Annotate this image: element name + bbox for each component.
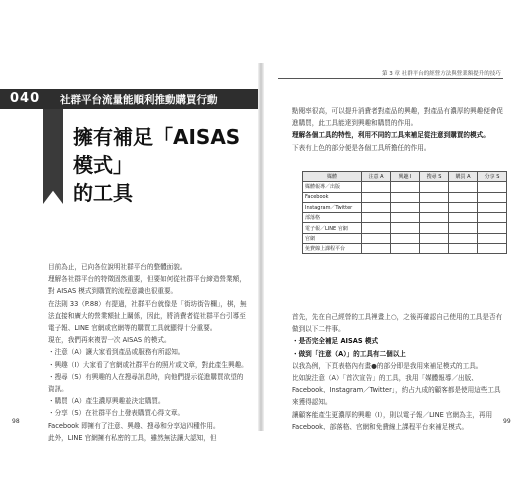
chapter-title: 社群平台流量能順利推動購買行動	[60, 94, 218, 106]
table-cell: 部落格	[303, 213, 362, 223]
table-header: 購買 A	[449, 172, 478, 182]
page-number: 98	[12, 418, 20, 425]
list-item: ・興趣（I）大家看了官網或社群平台的照片或文章，對此產生興趣。	[48, 360, 248, 369]
table-header: 媒體	[303, 172, 362, 182]
chapter-number: 040	[10, 91, 41, 106]
table-header-row	[303, 172, 507, 182]
section-title	[73, 123, 258, 207]
right-body-top	[292, 105, 504, 154]
table-cell: Facebook	[303, 192, 362, 202]
table-row	[303, 223, 507, 233]
table-cell: Instagram／Twitter	[303, 202, 362, 212]
aisas-table	[302, 171, 507, 254]
paragraph: 目前為止，已向各位說明社群平台的整體面貌。	[48, 263, 187, 271]
table-header: 搜尋 S	[420, 172, 449, 182]
list-item: ・分享（S）在社群平台上發表購買心得文章。	[48, 409, 185, 418]
table-header: 興趣 I	[391, 172, 420, 182]
paragraph: 首先，先在自己經營的工具裡畫上○，之後再確認自己使用的工具是否有做到以下二件事。	[292, 313, 503, 334]
table-cell: 電子報／LINE 官網	[303, 223, 362, 233]
list-item: ・是否完全補足 AISAS 模式	[292, 337, 379, 346]
table-header: 分享 S	[478, 172, 507, 182]
chapter-bar	[0, 89, 262, 109]
paragraph: 比如說注意（A）「首次宣告」的工具，我用「媒體報導／出版、Facebook、Instagram／Twitter」，約占九成的顧客都是使用這些工具來獲得認知。	[292, 374, 501, 407]
paragraph: 此外，LINE 官網擁有私密的工具，雖然無法讓大認知，但	[48, 433, 217, 442]
right-body-bottom	[292, 311, 504, 433]
header-rule	[278, 78, 503, 79]
table-row	[303, 233, 507, 243]
paragraph: 讓顧客能產生更濃厚的興趣（I），則以電子報／LINE 官網為主，再用 Facebook、部落格、官網和免費線上課程平台來補足模式。	[292, 410, 493, 431]
right-page	[262, 63, 520, 431]
table-header: 注意 A	[362, 172, 391, 182]
table-row	[303, 202, 507, 212]
list-item: ・做到「注意（A）」的工具有二個以上	[292, 349, 406, 358]
table-row	[303, 192, 507, 202]
table-cell: 官網	[303, 233, 362, 243]
paragraph: 以我為例，下頁表格內有畫●的部分即是我用來補足模式的工具。	[292, 361, 483, 370]
table-row	[303, 182, 507, 192]
table-cell: 媒體報導／出版	[303, 182, 362, 192]
table-row	[303, 213, 507, 223]
table-cell: 免費線上課程平台	[303, 244, 362, 254]
paragraph: 點閱率很高，可以提升消費者對產品的興趣，對產品有濃厚的興趣便會促進購買，此工具能達到興趣和購買的作用。	[292, 107, 503, 128]
left-page	[0, 63, 262, 442]
list-item: ・購買（A）產生濃厚興趣並決定購買。	[48, 397, 165, 406]
paragraph: 理解各社群平台的特徵固然重要，但要如何從社群平台締造營業額，對 AISAS 模式到購買的流程意識也很重要。	[48, 275, 246, 296]
bold-phrase: 理解各個工具的特性，利用不同的工具來補足從注意到購買的模式。	[292, 131, 490, 140]
paragraph	[292, 129, 504, 141]
section-title-line2: 的工具	[73, 181, 133, 205]
paragraph: 在法則 33（P.88）有提過，社群平台就像是「街坊街告欄」，棋，無法直接和廣大的營業額扯上關係，因此，將消費者從社群平台引導至電子報、LINE 官網或官網等的購買工具就顯得十分重要。	[48, 299, 247, 333]
book-gutter	[258, 63, 264, 431]
paragraph: 現在，我們再來複習一次 AISAS 的模式。	[48, 336, 171, 345]
table-row	[303, 244, 507, 254]
paragraph: 下表有上色的部分便是各個工具所擔任的作用。	[292, 143, 431, 152]
bookmark-ribbon-icon	[43, 109, 63, 204]
left-body	[48, 261, 248, 444]
running-header: 第 3 章 社群平台的經營方法與營業額提升的技巧	[382, 71, 501, 77]
section-title-line1: 擁有補足「AISAS 模式」	[73, 125, 241, 177]
paragraph: Facebook 即擁有了注意、興趣、搜尋和分享這四種作用。	[48, 421, 220, 430]
page-number: 99	[503, 418, 511, 425]
list-item: ・注意（A）讓大家看到產品或服務有所認知。	[48, 348, 185, 357]
list-item: ・搜尋（S）有興趣的人在搜尋訊息時，向他們提示從進購買欲望的資訊。	[48, 372, 244, 394]
